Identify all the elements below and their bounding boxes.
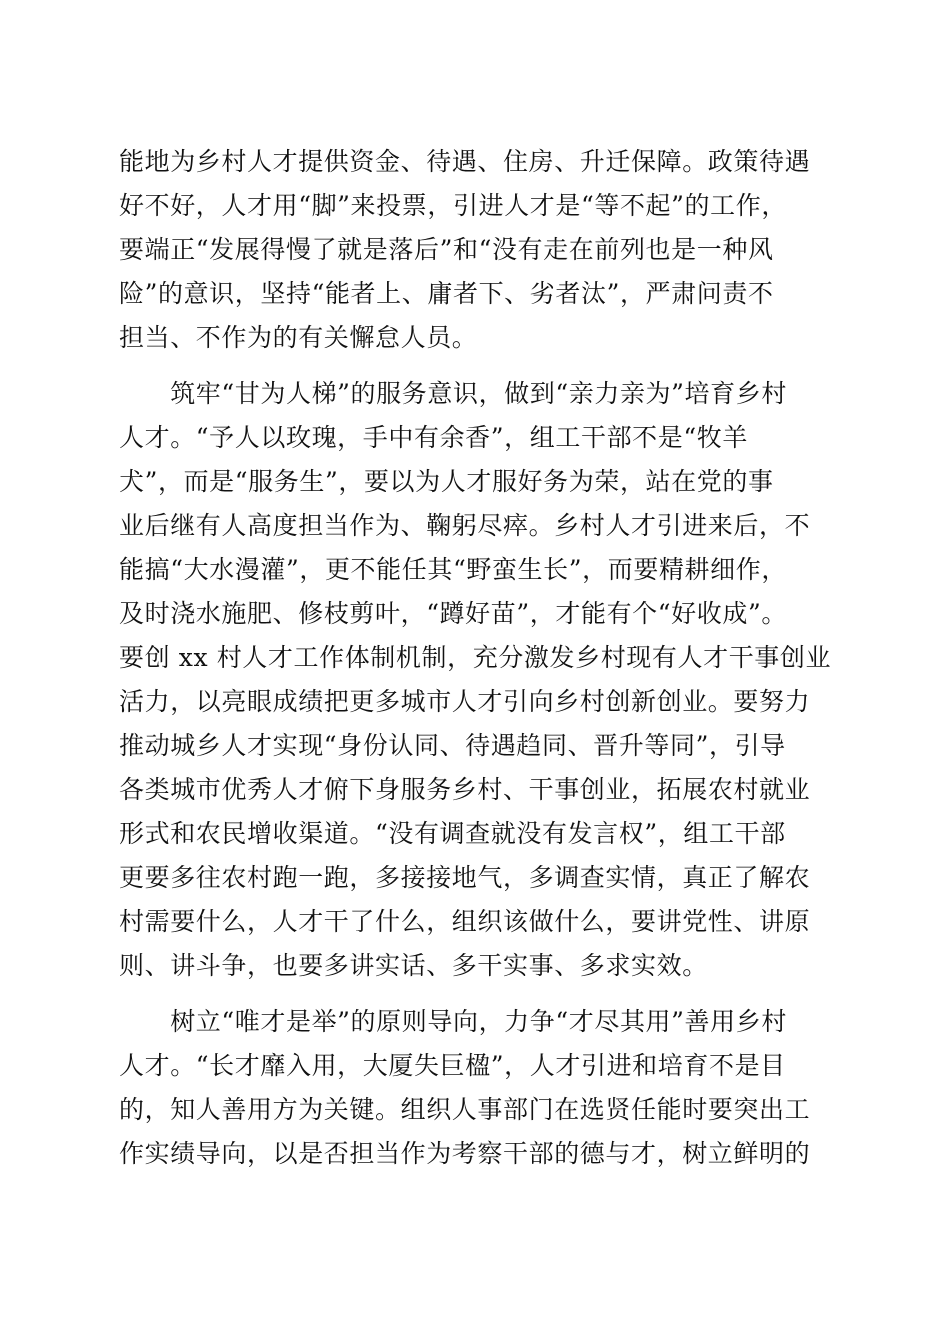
text-line: 更要多往农村跑一跑，多接接地气，多调查实情，真正了解农: [119, 863, 811, 892]
text-line: 村需要什么，人才干了什么，组织该做什么，要讲党性、讲原: [119, 907, 811, 936]
paragraph-gap: [119, 988, 839, 1000]
text-line: 担当、不作为的有关懈怠人员。: [119, 323, 478, 352]
text-line: 人才。“予人以玫瑰，手中有余香”，组工干部不是“牧羊: [119, 423, 748, 452]
text-line: 能搞“大水漫灌”，更不能任其“野蛮生长”，而要精耕细作，: [119, 555, 787, 584]
body-text: [119, 140, 839, 1176]
paragraph-2: [119, 372, 839, 988]
text-line: 要创 xx 村人才工作体制机制，充分激发乡村现有人才干事创业: [119, 643, 832, 672]
text-line: 业后继有人高度担当作为、鞠躬尽瘁。乡村人才引进来后，不: [119, 511, 811, 540]
text-line: 筑牢“甘为人梯”的服务意识，做到“亲力亲为”培育乡村: [119, 379, 787, 408]
paragraph-3: [119, 1000, 839, 1176]
text-line: 的，知人善用方为关键。组织人事部门在选贤任能时要突出工: [119, 1095, 811, 1124]
text-line: 人才。“长才靡入用，大厦失巨楹”，人才引进和培育不是目: [119, 1051, 786, 1080]
text-line: 作实绩导向，以是否担当作为考察干部的德与才，树立鲜明的: [119, 1139, 811, 1168]
paragraph-1: [119, 140, 839, 360]
text-line: 则、讲斗争，也要多讲实话、多干实事、多求实效。: [119, 951, 708, 980]
text-line: 形式和农民增收渠道。“没有调查就没有发言权”，组工干部: [119, 819, 786, 848]
text-line: 推动城乡人才实现“身份认同、待遇趋同、晋升等同”，引导: [119, 731, 786, 760]
text-line: 各类城市优秀人才俯下身服务乡村、干事创业，拓展农村就业: [119, 775, 811, 804]
text-line: 险”的意识，坚持“能者上、庸者下、劣者汰”，严肃问责不: [119, 279, 774, 308]
text-line: 好不好，人才用“脚”来投票，引进人才是“等不起”的工作，: [119, 191, 787, 220]
text-line: 要端正“发展得慢了就是落后”和“没有走在前列也是一种风: [119, 235, 774, 264]
text-line: 能地为乡村人才提供资金、待遇、住房、升迁保障。政策待遇: [119, 147, 811, 176]
text-line: 犬”，而是“服务生”，要以为人才服好务为荣，站在党的事: [119, 467, 774, 496]
paragraph-gap: [119, 360, 839, 372]
text-line: 及时浇水施肥、修枝剪叶，“蹲好苗”，才能有个“好收成”。: [119, 599, 787, 628]
text-line: 活力，以亮眼成绩把更多城市人才引向乡村创新创业。要努力: [119, 687, 811, 716]
text-line: 树立“唯才是举”的原则导向，力争“才尽其用”善用乡村: [119, 1007, 787, 1036]
